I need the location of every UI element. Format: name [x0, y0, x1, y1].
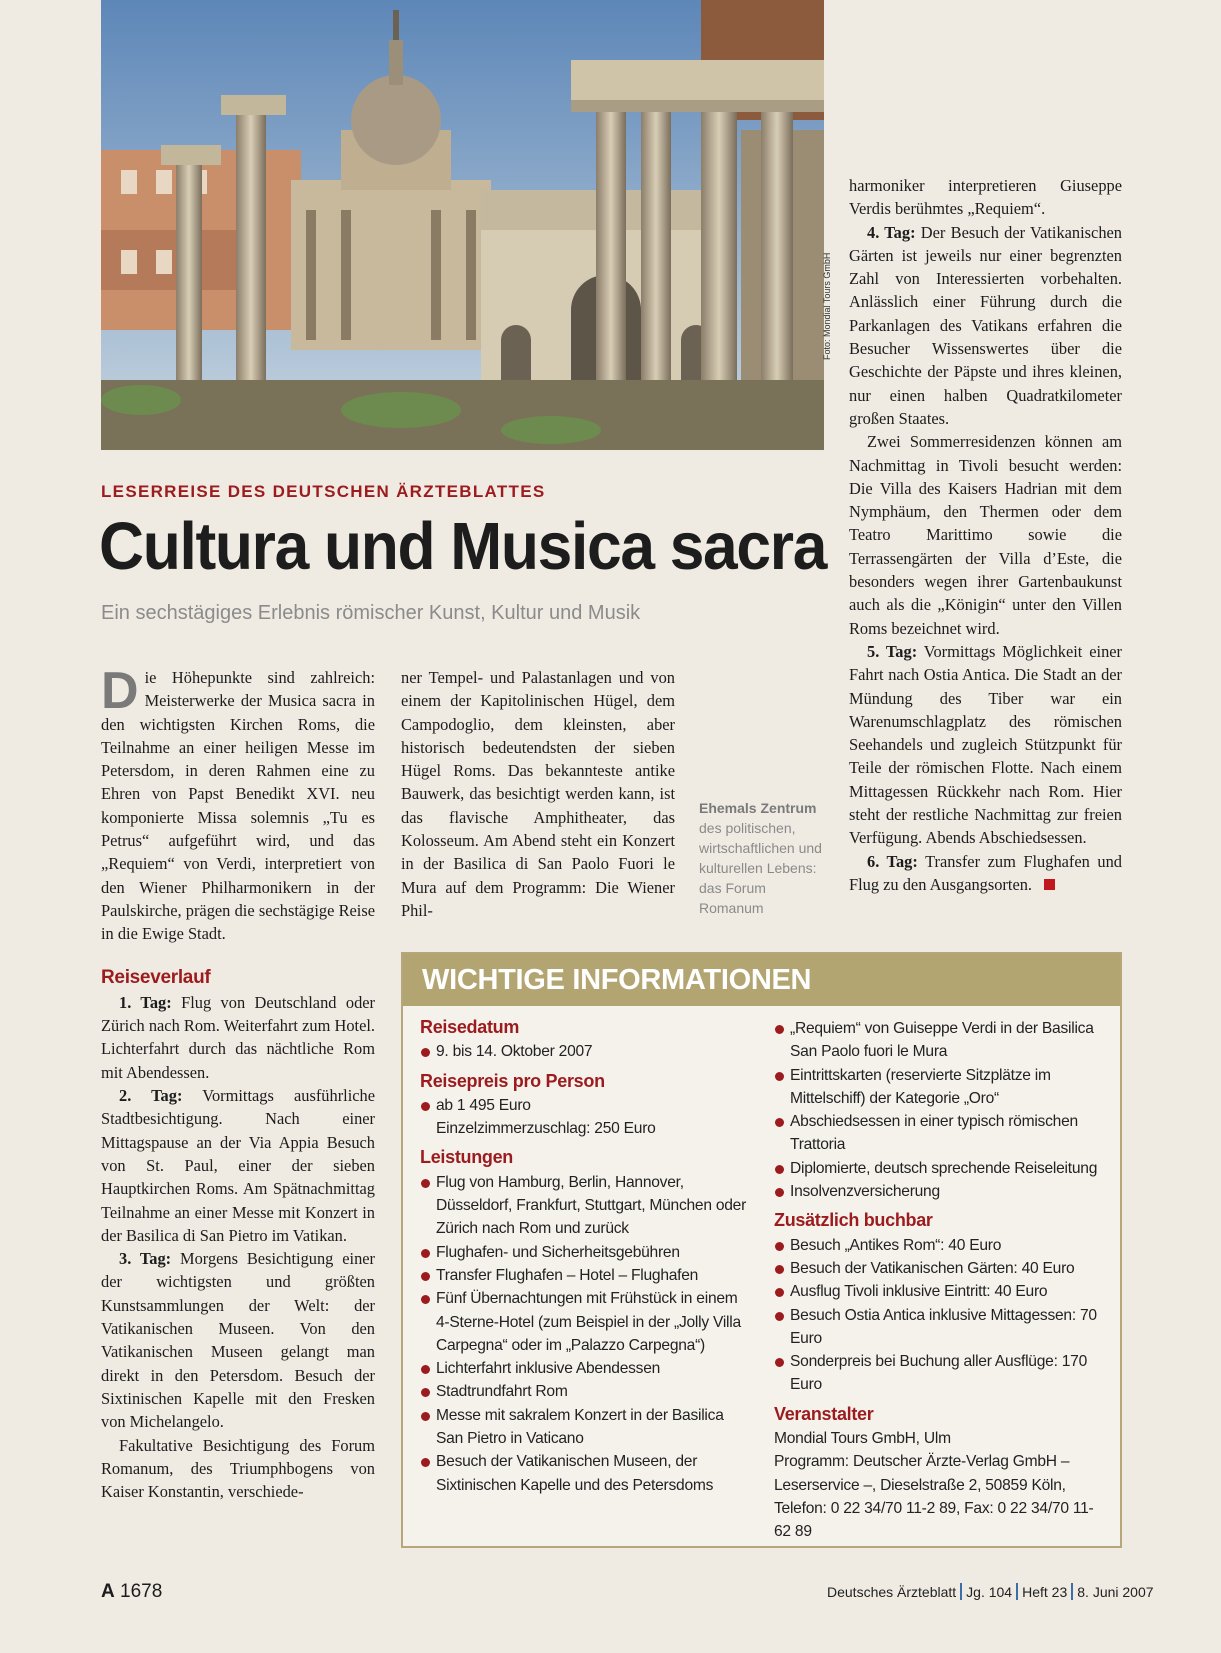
day-6-text: Transfer zum Flughafen und Flug zu den Ausgangsorten.: [849, 851, 1122, 894]
day-3-text: Morgens Besichtigung einer der wichtigsten und größten Kunstsammlungen der Welt: der Vatikanischen Museen. Von den Vatikanischen Museen gelangt man direkt in den Petersdom. Besuch der Sixtinischen Kapelle mit den Fresken von Michelangelo.: [101, 1249, 376, 1432]
list-item: Messe mit sakralem Konzert in der Basilica San Pietro in Vaticano: [420, 1404, 750, 1451]
day-5-text: Vormittags Möglichkeit einer Fahrt nach Ostia Antica. Die Stadt an der Mündung des Tiber war ein Warenumschlagplatz des römischen Seehandels und zugleich Stützpunkt für Teile der römischen Flotte. Nach einem Mittagessen Rückkehr nach Rom. Hier steht der restliche Nachmittag zur freien Verfügung. Abends Abschiedsessen.: [849, 641, 1122, 848]
separator: [1071, 1583, 1073, 1600]
leistungen-list: [420, 1171, 750, 1497]
preis-extra: Einzelzimmerzuschlag: 250 Euro: [436, 1120, 656, 1138]
day-2-paragraph: [101, 1084, 375, 1247]
col3-continuation: harmoniker interpretieren Giuseppe Verdis berühmtes „Requiem“.: [849, 176, 1122, 219]
article-column-1: [101, 662, 376, 1503]
day-3-label: 3. Tag:: [119, 1249, 172, 1269]
list-item: Lichterfahrt inklusive Abendessen: [420, 1357, 750, 1380]
day-1-label: 1. Tag:: [119, 992, 172, 1012]
page-number-value: 1678: [120, 1581, 163, 1602]
day-3-paragraph: [101, 1247, 375, 1433]
day-4-label: 4. Tag:: [867, 222, 916, 242]
day-1-paragraph: [101, 991, 375, 1084]
info-column-left: [420, 1016, 750, 1497]
leistungen-heading: Leistungen: [420, 1147, 514, 1168]
forum-romanum-illustration: [101, 0, 824, 450]
preis-list: [420, 1094, 750, 1141]
section-heading-reiseverlauf: Reiseverlauf: [101, 966, 211, 988]
day-4-paragraph: [849, 221, 1122, 431]
preis-heading: Reisepreis pro Person: [420, 1070, 605, 1091]
info-box: [401, 952, 1122, 1548]
article-column-2: [401, 666, 675, 922]
day-5-label: 5. Tag:: [867, 641, 918, 661]
day-5-paragraph: [849, 640, 1122, 850]
photo-caption: [699, 798, 829, 918]
page-prefix: A: [101, 1581, 115, 1602]
journal-name: Deutsches Ärzteblatt: [827, 1584, 957, 1600]
day-4-text: Der Besuch der Vatikanischen Gärten ist jeweils nur einer begrenzten Zahl von Interessierten vorbehalten. Anlässlich einer Führung durch die Parkanlagen des Vatikans erfahren die Besucher Wissenswertes über die Geschichte der Päpste und ihres kleinen, nur einen halben Quadratkilometer großen Staates.: [849, 222, 1122, 428]
separator: [960, 1583, 962, 1600]
list-item: Fünf Übernachtungen mit Frühstück in einem 4-Sterne-Hotel (zum Beispiel in der „Jolly Villa Carpegna“ oder im „Palazzo Carpegna“): [420, 1287, 750, 1357]
zusatz-heading: Zusätzlich buchbar: [774, 1210, 933, 1231]
day-2-label: 2. Tag:: [119, 1086, 183, 1106]
day-6-paragraph: [849, 850, 1122, 897]
veranstalter-text: Programm: Deutscher Ärzte-Verlag GmbH – Leserservice –, Dieselstraße 2, 50859 Köln, Telefon: 0 22 34/70 11-2 89, Fax: 0 22 34/70 11-62 89: [774, 1453, 1094, 1541]
veranstalter-name: Mondial Tours GmbH, Ulm: [774, 1430, 951, 1448]
list-item: Eintrittskarten (reservierte Sitzplätze im Mittelschiff) der Kategorie „Oro“: [774, 1064, 1104, 1111]
info-column-right: [774, 1017, 1104, 1544]
article-column-3: [849, 174, 1122, 896]
journal-issue: Heft 23: [1022, 1584, 1068, 1600]
day-6-label: 6. Tag:: [867, 851, 918, 871]
list-item: [420, 1094, 750, 1141]
reisedatum-heading: Reisedatum: [420, 1017, 520, 1037]
dropcap: D: [101, 662, 139, 720]
tivoli-paragraph: Zwei Sommerresidenzen können am Nachmittag in Tivoli besucht werden: Die Villa des Kaisers Hadrian mit dem Nymphäum, den Thermen oder dem Teatro Marittimo sowie die Terrassengärten der Villa d’Este, die besonders wegen ihrer Gartenbaukunst auch als die „Königin“ unter den Villen Roms bezeichnet wird.: [849, 432, 1122, 638]
list-item: Ausflug Tivoli inklusive Eintritt: 40 Euro: [774, 1280, 1104, 1303]
list-item: Abschiedsessen in einer typisch römischen Trattoria: [774, 1110, 1104, 1157]
kicker: LESERREISE DES DEUTSCHEN ÄRZTEBLATTES: [101, 482, 546, 501]
article-title: Cultura und Musica sacra: [99, 509, 827, 584]
intro-text: ie Höhepunkte sind zahlreich: Meisterwerke der Musica sacra in den wichtigsten Kirchen Roms, die Teilnahme an einer heiligen Messe im Petersdom, in deren Rahmen eine zu Ehren von Papst Benedikt XVI. neu komponierte Missa solemnis „Tu es Petrus“ aufgeführt wird, und das „Requiem“ von Verdi, interpretiert von den Wiener Philharmonikern in der Paulskirche, prägen die sechstägige Reise in die Ewige Stadt.: [101, 668, 375, 944]
info-box-title: WICHTIGE INFORMATIONEN: [403, 954, 1120, 1006]
caption-heading: Ehemals Zentrum: [699, 800, 817, 816]
preis-value: ab 1 495 Euro: [436, 1096, 531, 1114]
intro-paragraph: [101, 662, 375, 946]
day-1-text: Flug von Deutschland oder Zürich nach Rom. Weiterfahrt zum Hotel. Lichterfahrt durch das nächtliche Rom mit Abendessen.: [101, 992, 376, 1082]
list-item: 9. bis 14. Oktober 2007: [420, 1040, 750, 1063]
list-item: Insolvenzversicherung: [774, 1180, 1104, 1203]
list-item: Flughafen- und Sicherheitsgebühren: [420, 1241, 750, 1264]
separator: [1016, 1583, 1018, 1600]
end-mark-icon: [1044, 879, 1055, 890]
list-item: Besuch „Antikes Rom“: 40 Euro: [774, 1234, 1104, 1257]
list-item: Flug von Hamburg, Berlin, Hannover, Düsseldorf, Frankfurt, Stuttgart, München oder Zürich nach Rom und zurück: [420, 1171, 750, 1241]
journal-volume: Jg. 104: [966, 1584, 1013, 1600]
leistungen-list-cont: [774, 1017, 1104, 1203]
page-number: [101, 1581, 162, 1603]
list-item: Sonderpreis bei Buchung aller Ausflüge: 170 Euro: [774, 1350, 1104, 1397]
list-item: Transfer Flughafen – Hotel – Flughafen: [420, 1264, 750, 1287]
optional-paragraph-part-1: Fakultative Besichtigung des Forum Romanum, des Triumphbogens von Kaiser Konstantin, verschiede-: [101, 1435, 375, 1502]
zusatz-list: [774, 1234, 1104, 1397]
forum-romanum-photo: [101, 0, 824, 450]
list-item: Besuch der Vatikanischen Gärten: 40 Euro: [774, 1257, 1104, 1280]
list-item: Besuch der Vatikanischen Museen, der Sixtinischen Kapelle und des Petersdoms: [420, 1450, 750, 1497]
reisedatum-list: [420, 1040, 750, 1063]
caption-text: des politischen, wirtschaftlichen und kulturellen Lebens: das Forum Romanum: [699, 820, 822, 916]
list-item: Besuch Ostia Antica inklusive Mittagessen: 70 Euro: [774, 1304, 1104, 1351]
journal-footer: [827, 1583, 1154, 1600]
journal-date: 8. Juni 2007: [1077, 1584, 1154, 1600]
list-item: Stadtrundfahrt Rom: [420, 1380, 750, 1403]
article-subtitle: Ein sechstägiges Erlebnis römischer Kunst, Kultur und Musik: [101, 602, 641, 624]
list-item: „Requiem“ von Guiseppe Verdi in der Basilica San Paolo fuori le Mura: [774, 1017, 1104, 1064]
day-2-text: Vormittags ausführliche Stadtbesichtigung. Nach einer Mittagspause an der Via Appia Besuch von St. Paul, einer der sieben Hauptkirchen Roms. Am Spätnachmittag Teilnahme an einer Messe mit Konzert in der Basilica di San Pietro im Vatikan.: [101, 1086, 376, 1245]
list-item: Diplomierte, deutsch sprechende Reiseleitung: [774, 1157, 1104, 1180]
veranstalter-heading: Veranstalter: [774, 1403, 874, 1424]
photo-credit: Foto: Mondial Tours GmbH: [822, 252, 832, 360]
optional-paragraph-part-2: ner Tempel- und Palastanlagen und von einem der Kapitolinischen Hügel, dem Campodoglio, dem kleinsten, aber historisch bedeutendsten der sieben Hügel Roms. Das bekannteste antike Bauwerk, das besichtigt werden kann, ist das flavische Amphitheater, das Kolosseum. Am Abend steht ein Konzert in der Basilica di San Paolo Fuori le Mura auf dem Programm: Die Wiener Phil-: [401, 668, 675, 920]
